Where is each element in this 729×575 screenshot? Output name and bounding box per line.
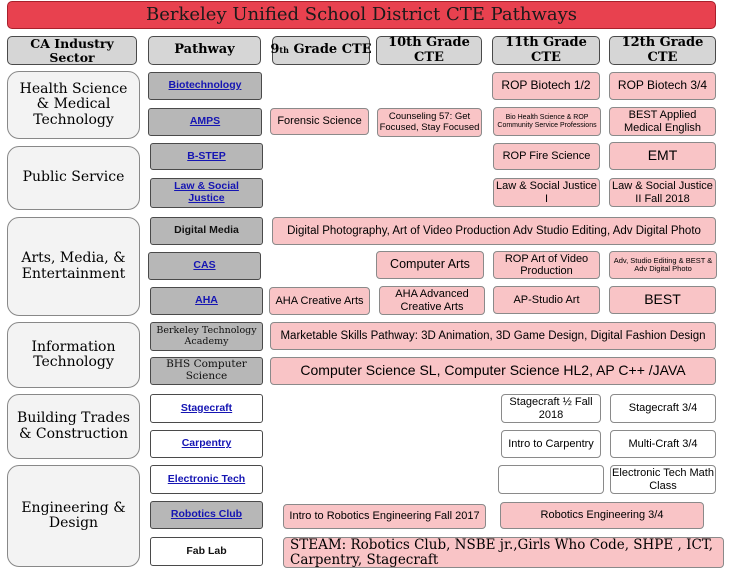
header-grade-12: 12th Grade CTE: [609, 36, 716, 65]
course-marketable-skills-span: Marketable Skills Pathway: 3D Animation, 3D Game Design, Digital Fashion Design: [270, 322, 716, 350]
pathway-bhs-cs-label: BHS Computer Science: [166, 358, 247, 382]
pathway-biotechnology-link[interactable]: Biotechnology: [168, 79, 242, 92]
course-digital-media-span: Digital Photography, Art of Video Production Adv Studio Editing, Adv Digital Photo: [272, 217, 716, 245]
header-grade-9-text: Grade CTE: [288, 42, 372, 58]
pathway-biotechnology[interactable]: [148, 72, 262, 100]
pathway-carpentry[interactable]: [150, 430, 263, 458]
course-forensic-science: Forensic Science: [270, 108, 369, 135]
pathway-cas[interactable]: [148, 252, 261, 280]
pathway-bstep-link[interactable]: B-STEP: [187, 149, 226, 162]
header-grade-9-sup: th: [279, 45, 289, 56]
pathway-fab-lab: [150, 537, 263, 566]
pathway-digital-media-label: Digital Media: [174, 224, 239, 237]
course-electronic-tech-math: Electronic Tech Math Class: [610, 465, 716, 494]
sector-arts: Arts, Media, & Entertainment: [7, 217, 140, 316]
pathway-stagecraft-link[interactable]: Stagecraft: [180, 401, 233, 414]
header-sector: CA Industry Sector: [7, 36, 137, 65]
pathway-stagecraft[interactable]: [150, 394, 263, 423]
header-grade-11: 11th Grade CTE: [492, 36, 600, 65]
pathway-fab-lab-label: Fab Lab: [186, 544, 227, 557]
pathway-law-link[interactable]: Law & Social Justice: [174, 180, 239, 204]
course-robotics-engineering-3-4: Robotics Engineering 3/4: [500, 502, 704, 529]
page-title: Berkeley Unified School District CTE Pathways: [7, 1, 716, 29]
header-grade-10: 10th Grade CTE: [376, 36, 482, 65]
course-emt: EMT: [609, 142, 716, 170]
pathway-robotics-club[interactable]: [150, 501, 263, 529]
course-computer-science-span: Computer Science SL, Computer Science HL2, AP C++ /JAVA: [270, 357, 716, 385]
pathway-bta-label: Berkeley Technology Academy: [156, 325, 257, 347]
pathway-aha-link[interactable]: AHA: [195, 294, 218, 307]
header-grade-9-num: 9: [270, 42, 280, 58]
course-stagecraft-half: Stagecraft ½ Fall 2018: [501, 394, 601, 423]
course-intro-to-robotics: Intro to Robotics Engineering Fall 2017: [283, 504, 486, 529]
pathway-bstep[interactable]: [150, 143, 263, 170]
course-best-applied-medical-english: BEST Applied Medical English: [609, 107, 716, 136]
course-stagecraft-3-4: Stagecraft 3/4: [610, 394, 716, 423]
course-aha-creative-arts: AHA Creative Arts: [269, 287, 370, 315]
course-law-social-justice-1: Law & Social Justice I: [493, 178, 600, 207]
sector-engineering: Engineering & Design: [7, 465, 140, 567]
pathway-electronic-tech-link[interactable]: Electronic Tech: [167, 472, 246, 485]
pathway-electronic-tech[interactable]: [150, 465, 263, 494]
course-steam-span: STEAM: Robotics Club, NSBE jr.,Girls Who Code, SHPE , ICT, Carpentry, Stagecraft: [283, 537, 724, 568]
sector-public-service: Public Service: [7, 146, 140, 210]
pathway-berkeley-technology-academy: [150, 322, 263, 351]
sector-information-technology: Information Technology: [7, 322, 140, 388]
pathway-digital-media: [150, 217, 263, 245]
course-law-social-justice-2: Law & Social Justice II Fall 2018: [609, 178, 716, 207]
course-rop-biotech-1-2: ROP Biotech 1/2: [492, 72, 600, 100]
course-rop-biotech-3-4: ROP Biotech 3/4: [609, 72, 716, 100]
pathway-amps[interactable]: [148, 108, 262, 136]
course-electronic-tech-empty: [498, 465, 604, 494]
course-aha-advanced-creative-arts: AHA Advanced Creative Arts: [379, 286, 485, 315]
course-ap-studio-art: AP-Studio Art: [493, 286, 600, 314]
sector-building-trades: Building Trades & Construction: [7, 394, 140, 459]
course-rop-art-of-video: ROP Art of Video Production: [493, 251, 600, 279]
pathway-bhs-computer-science: [150, 357, 263, 385]
course-best: BEST: [609, 286, 716, 314]
pathway-robotics-club-link[interactable]: Robotics Club: [170, 508, 243, 521]
pathway-cas-link[interactable]: CAS: [193, 259, 216, 272]
course-computer-arts: Computer Arts: [376, 251, 484, 279]
pathway-aha[interactable]: [150, 287, 263, 315]
course-rop-fire-science: ROP Fire Science: [493, 143, 600, 170]
pathway-law[interactable]: [150, 178, 263, 208]
course-multi-craft-3-4: Multi-Craft 3/4: [610, 430, 716, 458]
course-adv-studio-editing: Adv, Studio Editing & BEST & Adv Digital Photo: [609, 251, 717, 279]
course-bio-health-rop: Bio Health Science & ROP Community Service Professions: [493, 107, 601, 136]
header-grade-9: [272, 36, 370, 65]
course-counseling-57: Counseling 57: Get Focused, Stay Focused: [377, 108, 482, 137]
pathway-amps-link[interactable]: AMPS: [189, 115, 221, 128]
sector-health: Health Science & Medical Technology: [7, 71, 140, 139]
pathway-carpentry-link[interactable]: Carpentry: [181, 437, 232, 450]
header-pathway: Pathway: [148, 36, 261, 65]
course-intro-to-carpentry: Intro to Carpentry: [501, 430, 601, 458]
